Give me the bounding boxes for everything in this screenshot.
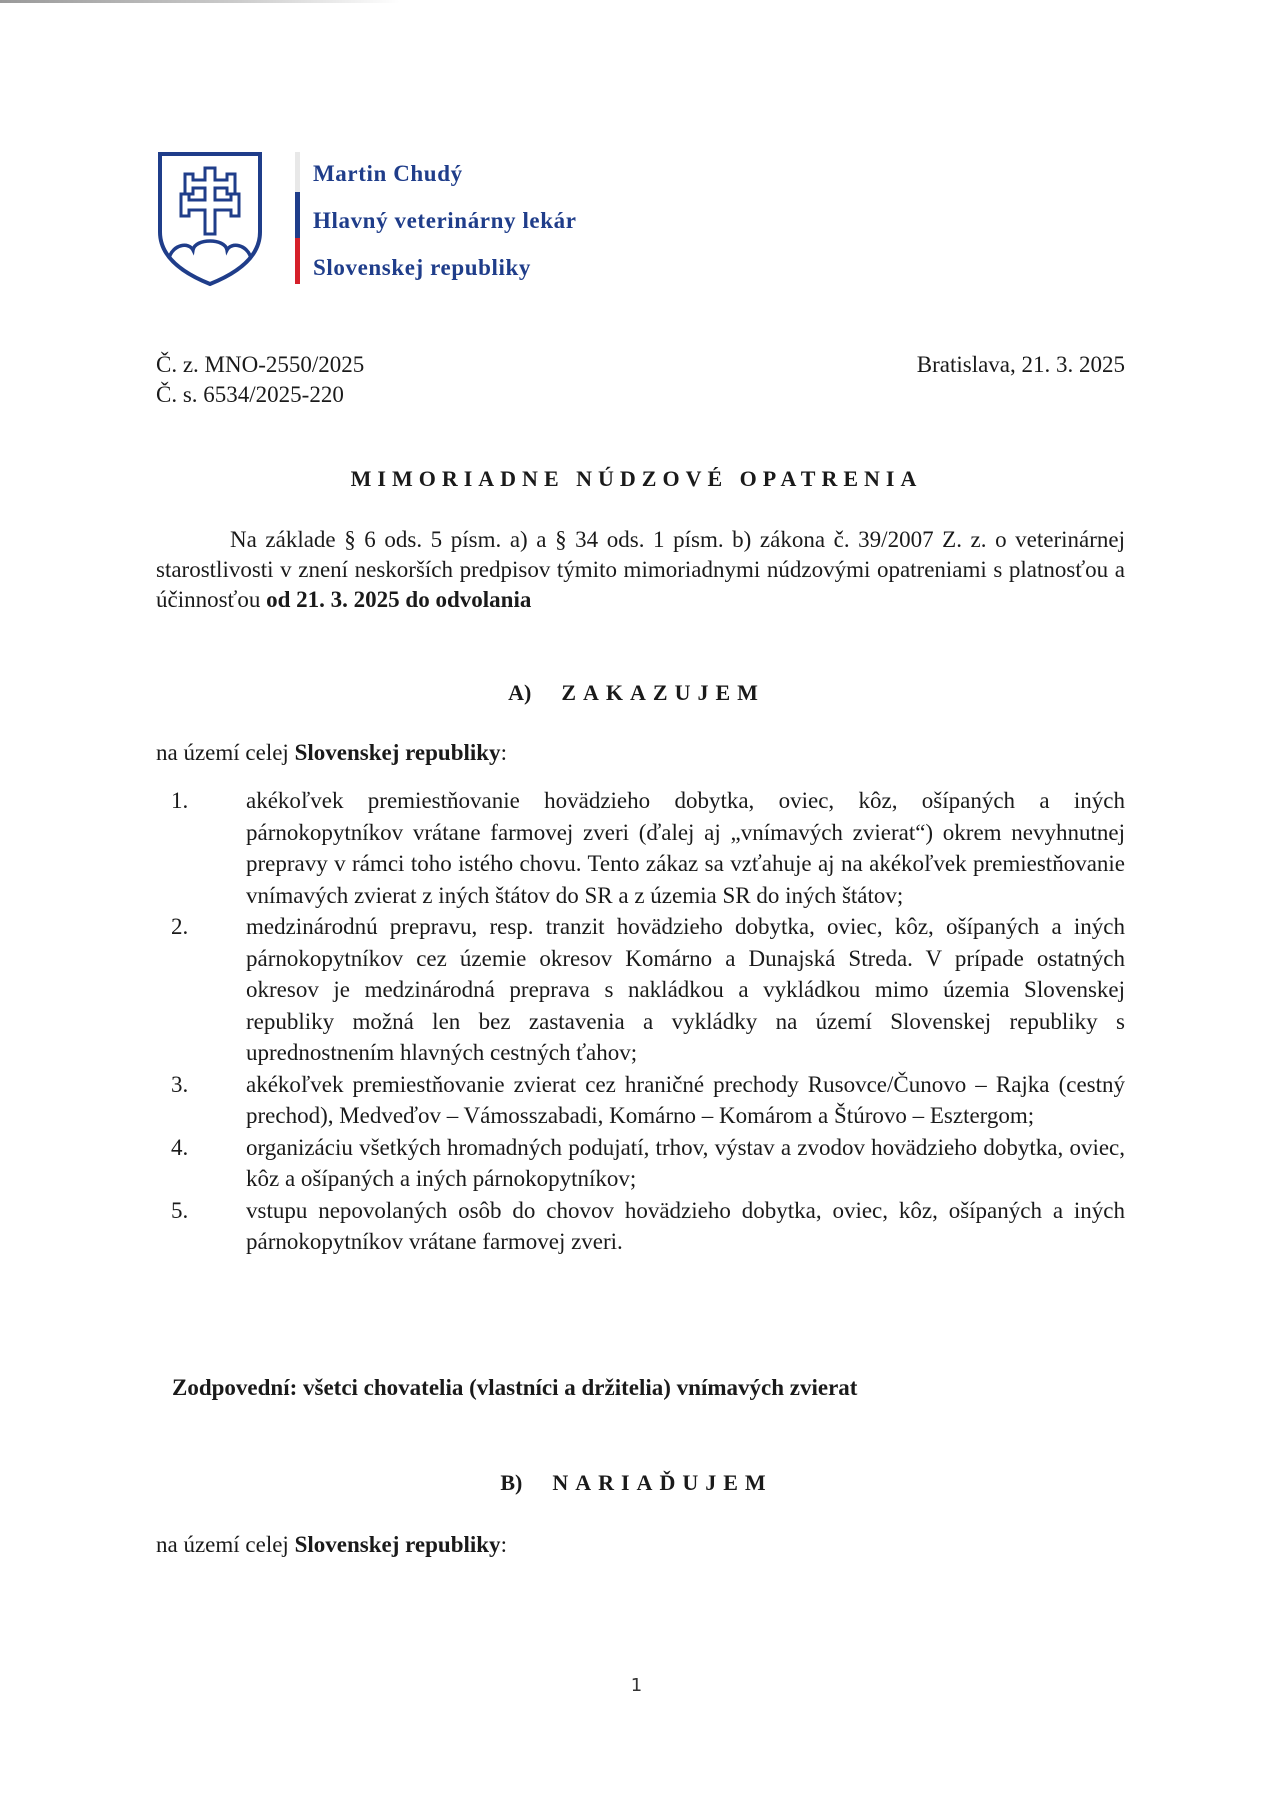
intro-validity: od 21. 3. 2025 do odvolania — [266, 587, 532, 612]
prohibitions-list — [156, 785, 1125, 1258]
scope-prefix: na území celej — [156, 740, 295, 765]
section-b-word: NARIAĎUJEM — [552, 1470, 773, 1495]
place-date: Bratislava, 21. 3. 2025 — [916, 352, 1125, 377]
ref-cz: Č. z. MNO-2550/2025 — [156, 352, 365, 377]
ref-cs: Č. s. 6534/2025-220 — [156, 382, 344, 407]
section-a-label: A) — [508, 680, 532, 705]
intro-paragraph — [156, 525, 1125, 615]
section-b-scope — [156, 1530, 507, 1560]
page-number: 1 — [630, 1675, 643, 1696]
item-text: vstupu nepovolaných osôb do chovov hovädzieho dobytka, oviec, kôz, ošípaných a iných párnokopytníkov vrátane farmovej zveri. — [246, 1197, 1125, 1254]
list-item — [156, 911, 1125, 1069]
item-number: 1. — [171, 788, 189, 813]
item-text: akékoľvek premiestňovanie zvierat cez hraničné prechody Rusovce/Čunovo – Rajka (cestný prechod), Medveďov – Vámosszabadi, Komárno – Komárom a Štúrovo – Esztergom; — [246, 1071, 1125, 1128]
item-text: medzinárodnú prepravu, resp. tranzit hovädzieho dobytka, oviec, kôz, ošípaných a iných párnokopytníkov cez územie okresov Komárno a Dunajská Streda. V prípade ostatných okresov je medzinárodná preprava s nakládkou a vykládkou mimo územia Slovenskej republiky možná len bez zastavenia a vykládky na území Slovenskej republiky s uprednostnením hlavných cestných ťahov; — [246, 914, 1125, 1065]
item-number: 3. — [171, 1071, 189, 1097]
scope-bold: Slovenskej republiky — [294, 1532, 501, 1557]
scan-edge-artifact — [0, 0, 400, 3]
item-number: 5. — [171, 1197, 189, 1223]
section-a-word: ZAKAZUJEM — [561, 680, 765, 705]
section-a-heading — [0, 680, 1273, 706]
item-number: 2. — [171, 914, 189, 939]
reference-numbers — [156, 350, 364, 410]
list-item — [156, 1069, 1125, 1132]
section-b-heading — [0, 1470, 1273, 1496]
document-title: MIMORIADNE NÚDZOVÉ OPATRENIA — [350, 466, 923, 491]
item-number: 4. — [171, 1134, 189, 1160]
flag-bar — [295, 152, 300, 286]
item-text: akékoľvek premiestňovanie hovädzieho dobytka, oviec, kôz, ošípaných a iných párnokopytníkov vrátane farmovej zveri (ďalej aj „vnímavých zvierat“) okrem nevyhnutnej prepravy v rámci toho istého chovu. Tento zákaz sa vzťahuje aj na akékoľvek premiestňovanie vnímavých zvierat z iných štátov do SR a z územia SR do iných štátov; — [246, 788, 1125, 908]
official-name: Martin Chudý — [313, 161, 463, 186]
scope-suffix: : — [500, 740, 507, 765]
section-a-scope — [156, 738, 507, 768]
slovak-coat-of-arms-icon — [155, 150, 265, 288]
section-b-label: B) — [500, 1470, 523, 1495]
item-text: organizáciu všetkých hromadných podujatí, trhov, výstav a zvodov hovädzieho dobytka, oviec, kôz a ošípaných a iných párnokopytníkov; — [246, 1134, 1125, 1191]
responsible-parties: Zodpovední: všetci chovatelia (vlastníci a držitelia) vnímavých zvierat — [172, 1375, 858, 1400]
scope-prefix: na území celej — [156, 1532, 295, 1557]
intro-text: Na základe § 6 ods. 5 písm. a) a § 34 ods. 1 písm. b) zákona č. 39/2007 Z. z. o veterinárnej starostlivosti v znení neskorších predpisov týmito mimoriadnymi núdzovými opatreniami s platnosťou a účinnosťou — [156, 527, 1125, 612]
official-title-country: Slovenskej republiky — [313, 255, 531, 280]
list-item — [156, 1132, 1125, 1195]
official-title: Hlavný veterinárny lekár — [313, 208, 577, 233]
scope-bold: Slovenskej republiky — [294, 740, 501, 765]
scope-suffix: : — [500, 1532, 507, 1557]
list-item — [156, 785, 1125, 911]
list-item — [156, 1195, 1125, 1258]
